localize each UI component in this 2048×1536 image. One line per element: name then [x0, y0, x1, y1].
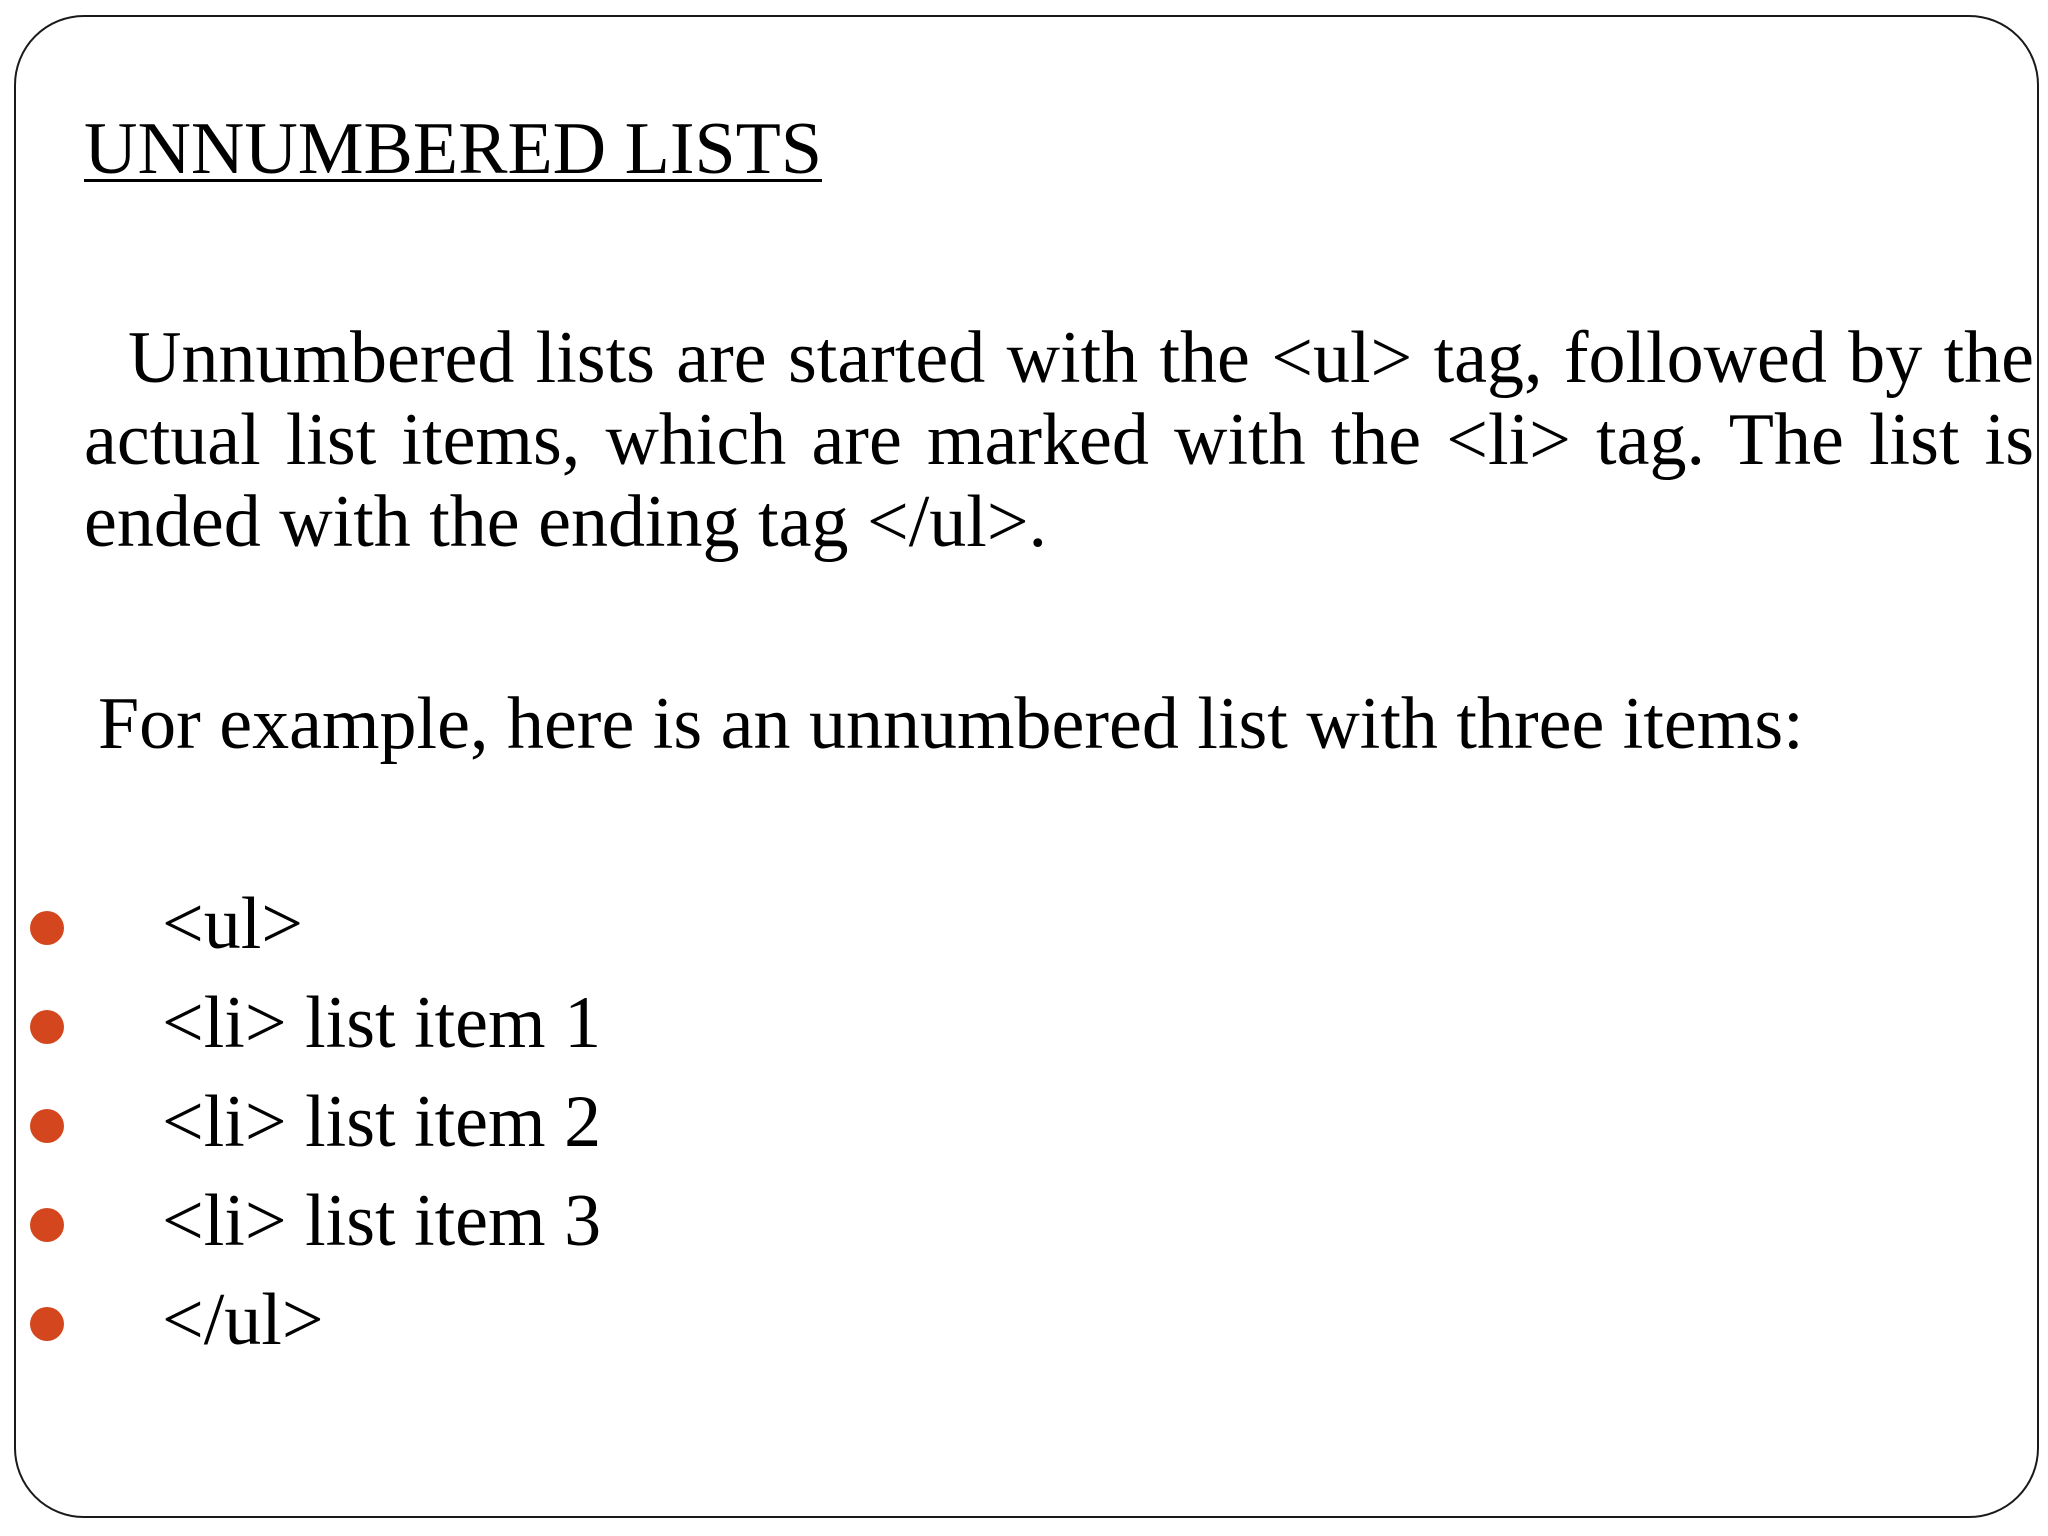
bullet-dot-icon — [30, 1307, 64, 1341]
bullet-dot-icon — [30, 1109, 64, 1143]
description-paragraph: Unnumbered lists are started with the <ul> tag, followed by the actual list items, which are marked with the <li> tag. The list is ended with the ending tag </ul>. — [84, 317, 2034, 563]
code-line: </ul> — [162, 1279, 324, 1361]
bullet-dot-icon — [30, 1208, 64, 1242]
example-intro-text: For example, here is an unnumbered list with three items: — [98, 683, 1804, 765]
slide-frame — [14, 15, 2039, 1518]
code-line: <li> list item 1 — [162, 982, 602, 1064]
code-line: <ul> — [162, 883, 304, 965]
code-line: <li> list item 3 — [162, 1180, 602, 1262]
bullet-dot-icon — [30, 911, 64, 945]
bullet-dot-icon — [30, 1010, 64, 1044]
slide-title: UNNUMBERED LISTS — [84, 108, 822, 190]
code-line: <li> list item 2 — [162, 1081, 602, 1163]
